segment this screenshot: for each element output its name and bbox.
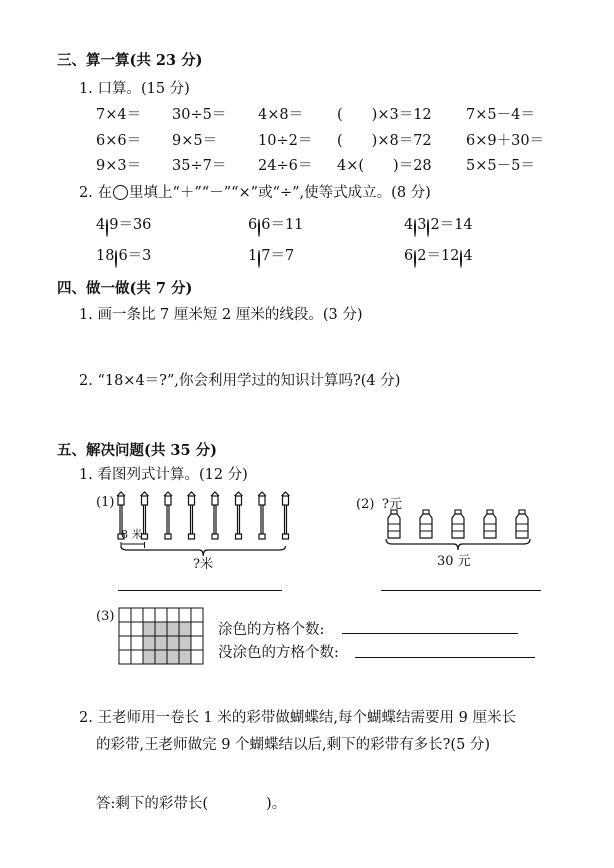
unit-price-label: ?元 [382,497,402,512]
bottle [388,510,400,538]
grid-cell [131,636,143,650]
shaded-cell [167,636,179,650]
calc-item: 10÷2＝ [258,133,313,149]
eq-term: 18 [96,248,115,264]
grid-cell [119,608,131,622]
grid-cell [131,622,143,636]
lamp-head [142,496,148,505]
answer-line[interactable] [381,590,541,591]
shaded-cell [155,650,167,664]
total-brace [386,539,530,550]
figure-1-number: (1) [96,495,115,510]
shaded-cell [143,622,155,636]
lamp-post [164,492,172,539]
section-5-title: 五、解决问题(共 35 分) [57,442,217,459]
eq-term: 7＝7 [261,248,295,264]
eq-term: 6 [248,217,258,233]
unshaded-count-answer-line[interactable] [355,657,535,658]
grid-cell [143,608,155,622]
grid-cell [191,650,203,664]
bottle [420,510,432,538]
lamp-cap [282,492,290,496]
calc-item: 9×5＝ [172,133,218,149]
bottle-body [484,514,496,538]
lamp-cap [188,492,196,496]
bottle-body [388,514,400,538]
bottle-body [420,514,432,538]
eq-term: 9＝36 [109,217,152,233]
grid-cell [155,608,167,622]
grid-cell [119,636,131,650]
eq-term: 6 [404,248,414,264]
shaded-cell [143,636,155,650]
grid-cell [119,650,131,664]
shaded-cell [143,650,155,664]
lamp-cap [211,492,219,496]
bottle-body [452,514,464,538]
lamp-head [189,496,195,505]
eq-term: 1 [248,248,258,264]
calc-item: ( )×3＝12 [337,107,432,123]
answer-circle[interactable] [414,250,416,268]
lamp-post [235,492,243,539]
lamp-base [259,534,265,539]
total-brace [121,546,286,556]
eq-term: 2＝14 [430,217,473,233]
eq-term: 3 [417,217,427,233]
q4-2-label: 2. “18×4＝?”,你会利用学过的知识计算吗?(4 分) [79,373,401,389]
q3-1-label: 1. 口算。(15 分) [79,81,190,97]
q4-1-label: 1. 画一条比 7 厘米短 2 厘米的线段。(3 分) [79,307,363,323]
lamp-base [212,534,218,539]
q3-2-label-pre: 2. 在 [79,185,112,201]
bottle [484,510,496,538]
bottle [516,510,528,538]
lamp-post [188,492,196,539]
lamp-cap [258,492,266,496]
section-4-title: 四、做一做(共 7 分) [57,280,193,297]
lamp-head [118,496,124,505]
answer-line[interactable] [118,590,282,591]
answer-circle[interactable] [258,219,260,237]
operator-equation [96,216,151,237]
lamp-head [259,496,265,505]
calc-item: 5×5－5＝ [466,158,535,174]
answer-circle[interactable] [258,250,260,268]
eq-term: 4 [404,217,414,233]
answer-circle[interactable] [106,219,108,237]
q3-2-label [79,184,431,202]
q3-2-label-post: 里填上“＋”“－”“×”或“÷”,使等式成立。(8 分) [128,185,431,201]
operator-equation [248,247,294,268]
operator-equation [404,216,473,237]
grid-cell [191,636,203,650]
q5-1-label: 1. 看图列式计算。(12 分) [79,467,248,483]
total-price-label: 30 元 [437,554,471,569]
calc-item: 4×8＝ [258,107,304,123]
lamp-post [211,492,219,539]
eq-term: 4 [463,248,473,264]
lamp-base [189,534,195,539]
lamp-base [283,534,289,539]
eq-term: 6＝3 [118,248,152,264]
section-3-title: 三、算一算(共 23 分) [57,52,203,69]
lamp-cap [117,492,125,496]
lamp-head [165,496,171,505]
lamp-cap [164,492,172,496]
grid-cell [191,608,203,622]
lamp-head [212,496,218,505]
grid-cell [167,608,179,622]
lamp-cap [141,492,149,496]
calc-item: 9×3＝ [96,158,142,174]
answer-sentence[interactable]: 答:剩下的彩带长( )。 [96,796,287,812]
calc-item: 7×4＝ [96,107,142,123]
eq-term: 4 [96,217,106,233]
answer-circle[interactable] [414,219,416,237]
eq-term: 6＝11 [261,217,304,233]
shaded-cell [179,636,191,650]
shaded-cell [167,650,179,664]
lamp-cap [235,492,243,496]
shaded-count-answer-line[interactable] [342,633,518,634]
calc-item: 4×( )＝28 [337,158,432,174]
lamp-head [236,496,242,505]
shaded-cell [179,622,191,636]
unshaded-count-prompt: 没涂色的方格个数: [218,645,339,661]
figure-2-number: (2) [356,497,375,512]
grid-cell [131,608,143,622]
calc-item: 6×9＋30＝ [466,133,545,149]
shaded-cell [155,622,167,636]
calc-item: 30÷5＝ [172,107,227,123]
lamp-head [283,496,289,505]
figure-3-number: (3) [96,609,115,624]
shaded-cell [179,650,191,664]
operator-equation [248,216,303,237]
grid-cell [191,622,203,636]
shaded-grid-figure [118,606,208,668]
total-distance-label: ?米 [193,557,213,572]
shaded-cell [155,636,167,650]
shaded-cell [167,622,179,636]
operator-equation [404,247,473,268]
calc-item: 35÷7＝ [172,158,227,174]
bottle-body [516,514,528,538]
calc-item: 6×6＝ [96,133,142,149]
lamp-post [282,492,290,539]
q5-2-line2: 的彩带,王老师做完 9 个蝴蝶结以后,剩下的彩带有多长?(5 分) [96,737,491,753]
eq-term: 2＝12 [417,248,460,264]
q5-2-line1: 2. 王老师用一卷长 1 米的彩带做蝴蝶结,每个蝴蝶结需要用 9 厘米长 [79,710,516,726]
gap-distance-label: 8 米 [121,528,143,541]
circle-icon [113,185,128,200]
lamp-post [258,492,266,539]
lamp-base [165,534,171,539]
grid-cell [179,608,191,622]
shaded-count-prompt: 涂色的方格个数: [218,622,325,638]
operator-equation [96,247,151,268]
calc-item: ( )×8＝72 [337,133,432,149]
calc-item: 24÷6＝ [258,158,313,174]
bottle [452,510,464,538]
lamp-base [236,534,242,539]
grid-cell [119,622,131,636]
calc-item: 7×5－4＝ [466,107,535,123]
grid-cell [131,650,143,664]
